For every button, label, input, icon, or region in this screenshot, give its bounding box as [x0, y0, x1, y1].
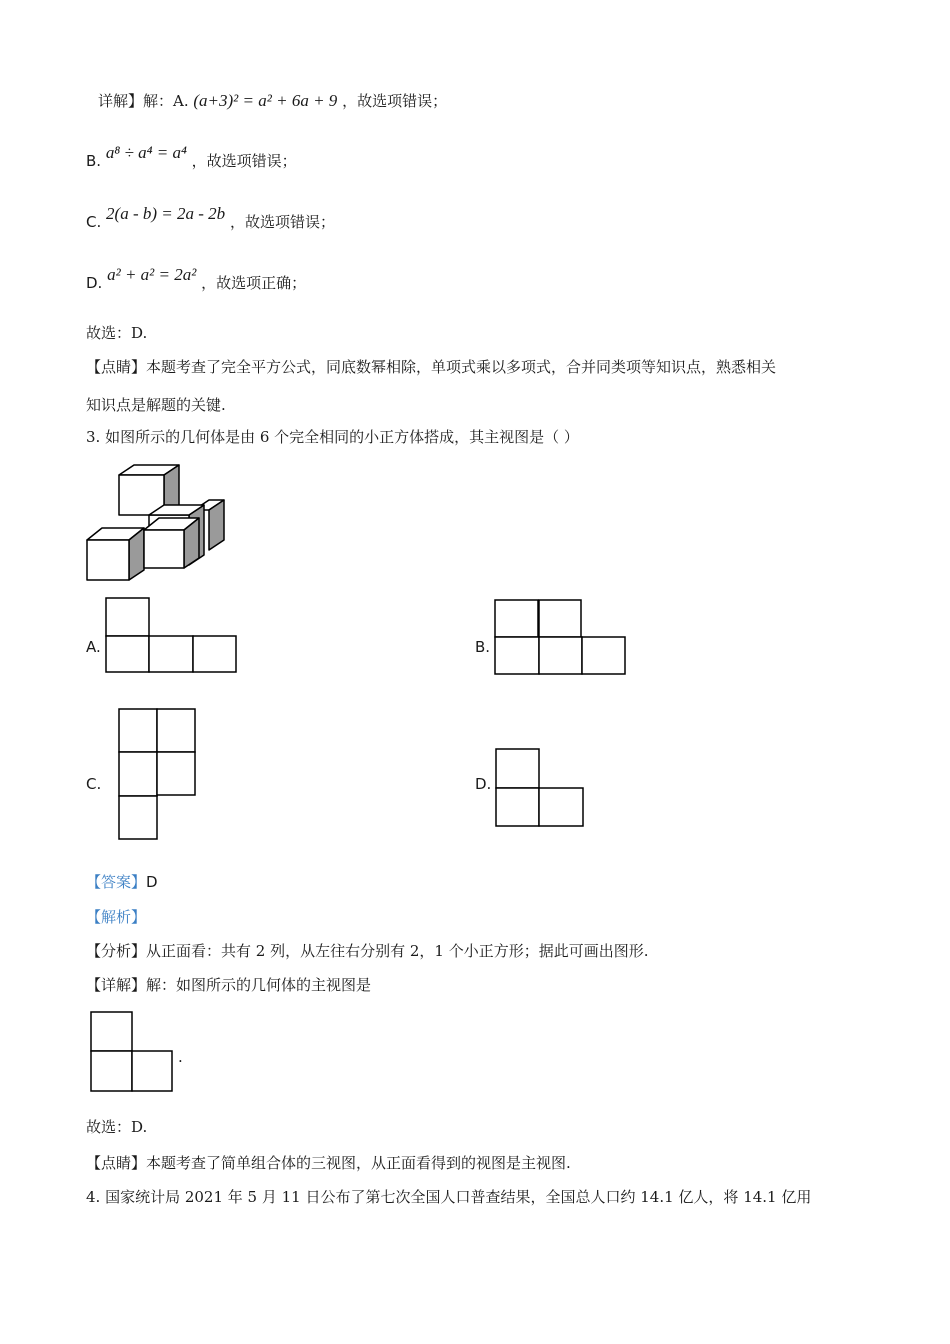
option-c-square [119, 752, 157, 796]
option-a-square [149, 636, 193, 672]
analysis-tag: 【解析】 [86, 908, 147, 926]
option-c-choice-label[interactable]: C. [86, 775, 102, 793]
q3-comment: 【点睛】本题考查了简单组合体的三视图，从正面看得到的视图是主视图. [86, 1154, 571, 1172]
detail-a-prefix: 详解】解：A. [98, 92, 189, 110]
option-b-math: a⁸ ÷ a⁴ = a⁴ [105, 143, 187, 162]
option-d-choice-label[interactable]: D. [475, 775, 492, 793]
detail-a-line [98, 90, 447, 112]
q4-stem: 4. 国家统计局 2021 年 5 月 11 日公布了第七次全国人口普查结果，全国总人口约 14.1 亿人，将 14.1 亿用 [86, 1188, 812, 1206]
answer-square [91, 1012, 132, 1051]
q3-stem: 3. 如图所示的几何体是由 6 个完全相同的小正方体搭成，其主视图是（ ） [86, 428, 579, 446]
answer-square [91, 1051, 132, 1091]
detail-text: 【详解】解：如图所示的几何体的主视图是 [86, 976, 372, 994]
option-c-square [119, 796, 157, 839]
answer-line [86, 871, 158, 893]
option-a-figure [104, 596, 239, 676]
option-b-choice-label[interactable]: B. [475, 638, 491, 656]
answer-square [132, 1051, 172, 1091]
option-a-square [106, 598, 149, 636]
option-c-square [157, 709, 195, 752]
option-b-suffix: ，故选项错误； [191, 152, 297, 170]
option-d-square [539, 788, 583, 826]
option-c-suffix: ，故选项错误； [229, 213, 335, 231]
answer-value: D [146, 873, 158, 891]
prev-comment: 【点睛】本题考查了完全平方公式，同底数幂相除，单项式乘以多项式，合并同类项等知识点，熟悉相关 [86, 358, 777, 376]
option-d-figure [494, 747, 586, 829]
q3-choose: 故选：D. [86, 1118, 148, 1136]
option-c-square [119, 709, 157, 752]
option-c-label: C. [86, 213, 102, 231]
option-c-line [86, 204, 335, 233]
option-b-figure [493, 598, 628, 678]
detail-a-suffix: ，故选项错误； [342, 92, 448, 110]
analysis-text: 【分析】从正面看：共有 2 列，从左往右分别有 2，1 个小正方形；据此可画出图形. [86, 942, 649, 960]
option-b-line [86, 143, 297, 172]
prev-choose: 故选：D. [86, 324, 148, 342]
option-c-square [157, 752, 195, 795]
option-b-square [582, 637, 625, 674]
option-b-square [539, 600, 581, 637]
option-d-square [496, 788, 539, 826]
option-c-math: 2(a - b) = 2a - 2b [106, 204, 226, 223]
option-b-square [539, 637, 582, 674]
option-d-line [86, 265, 307, 294]
option-d-suffix: ，故选项正确； [201, 274, 307, 292]
option-b-label: B. [86, 152, 102, 170]
option-d-label: D. [86, 274, 103, 292]
answer-front-view-figure [89, 1010, 179, 1095]
figure-period: . [178, 1048, 183, 1066]
prev-comment-cont: 知识点是解题的关键. [86, 396, 226, 414]
option-c-figure [117, 707, 199, 842]
q3-solid-figure [84, 460, 234, 585]
option-d-math: a² + a² = 2a² [107, 265, 197, 284]
answer-tag: 【答案】 [86, 873, 147, 891]
option-a-label[interactable]: A. [86, 638, 101, 656]
option-d-square [496, 749, 539, 788]
detail-a-math: (a+3)² = a² + 6a + 9 [193, 91, 338, 110]
option-b-square [495, 637, 539, 674]
option-a-square [106, 636, 149, 672]
option-a-square [193, 636, 236, 672]
option-b-square [495, 600, 538, 637]
